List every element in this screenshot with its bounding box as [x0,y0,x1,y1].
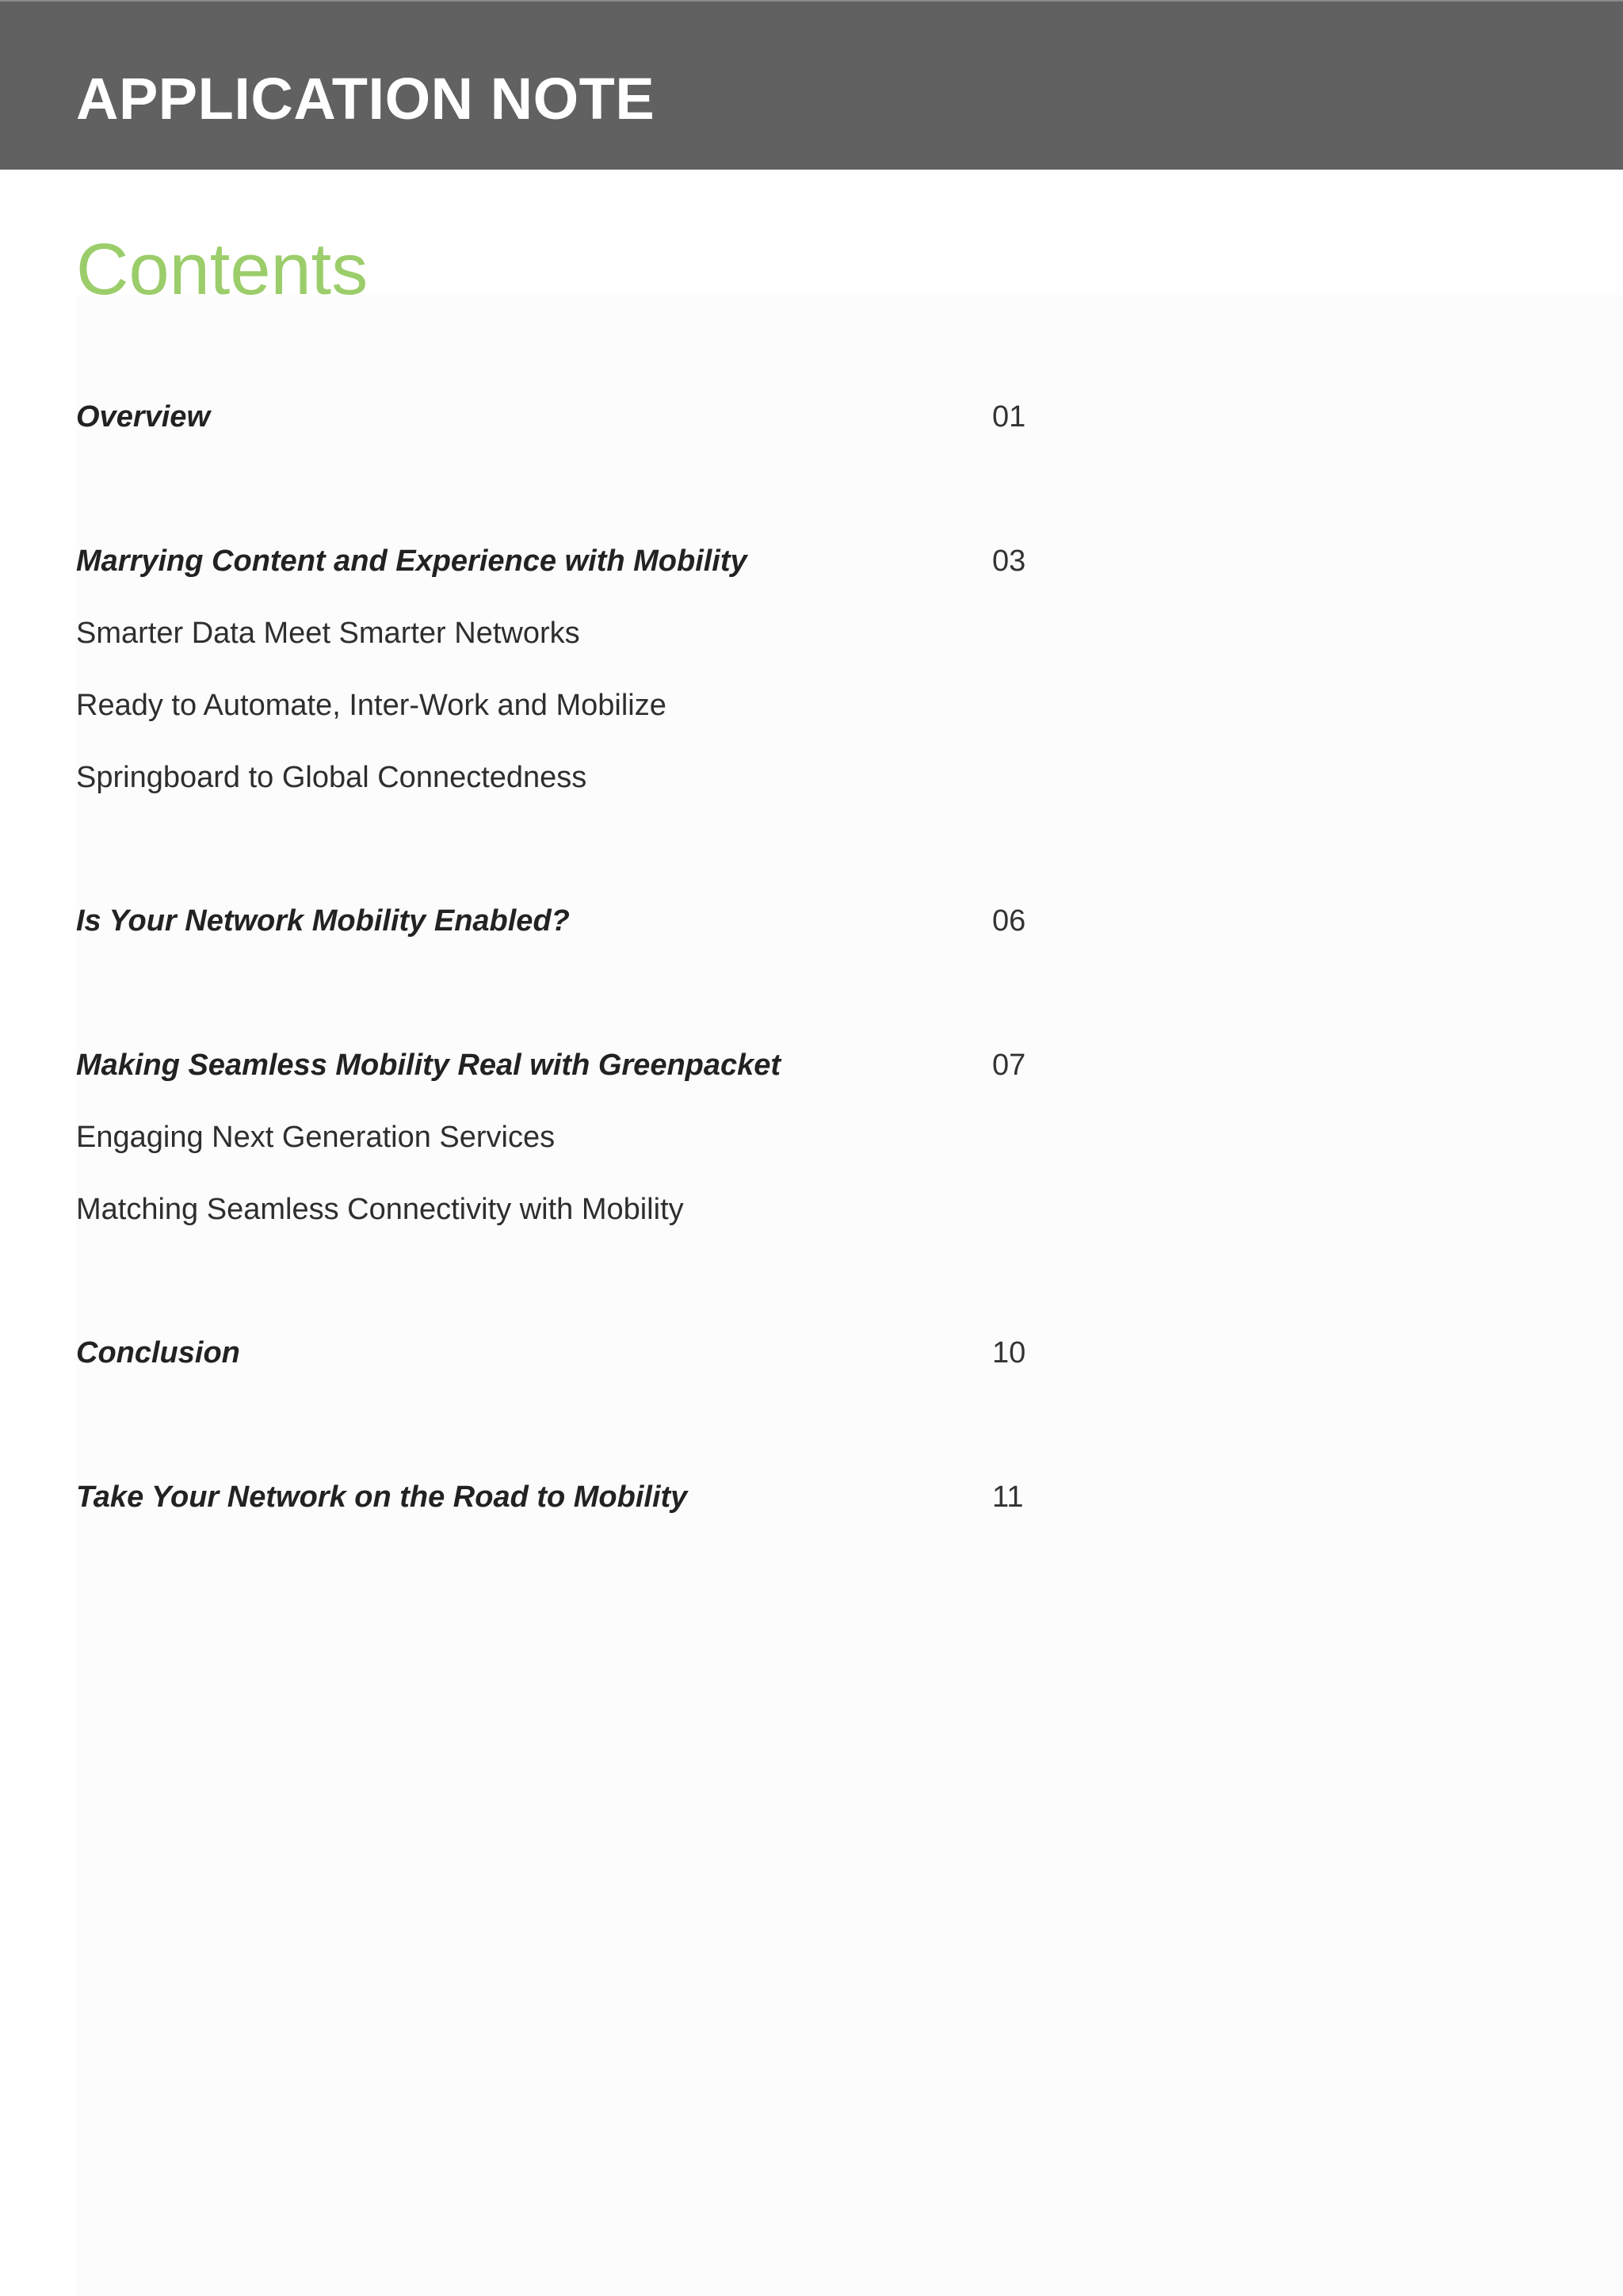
toc-section-title: Overview [76,400,210,434]
toc-page-number: 11 [992,1480,1024,1514]
toc-page-number: 01 [992,400,1026,434]
toc-section-title: Marrying Content and Experience with Mobility [76,544,747,578]
toc-page-number: 07 [992,1049,1026,1082]
toc-page-number: 10 [992,1336,1026,1370]
toc-page-number: 03 [992,544,1026,578]
toc-section-title: Is Your Network Mobility Enabled? [76,904,570,938]
toc-page-number: 06 [992,904,1026,938]
toc-subsection[interactable]: Ready to Automate, Inter-Work and Mobilize [76,689,666,722]
toc-section-title: Making Seamless Mobility Real with Greenpacket [76,1049,781,1082]
toc-subsection[interactable]: Matching Seamless Connectivity with Mobility [76,1193,684,1226]
toc-section-title: Take Your Network on the Road to Mobility [76,1480,688,1514]
contents-heading: Contents [76,229,369,310]
document-type-title: APPLICATION NOTE [76,66,655,132]
toc-subsection[interactable]: Smarter Data Meet Smarter Networks [76,617,580,650]
header-bar [0,0,1623,170]
toc-subsection[interactable]: Springboard to Global Connectedness [76,761,587,794]
page-background-panel [76,295,1623,2296]
toc-subsection[interactable]: Engaging Next Generation Services [76,1121,556,1154]
toc-section-title: Conclusion [76,1336,240,1370]
